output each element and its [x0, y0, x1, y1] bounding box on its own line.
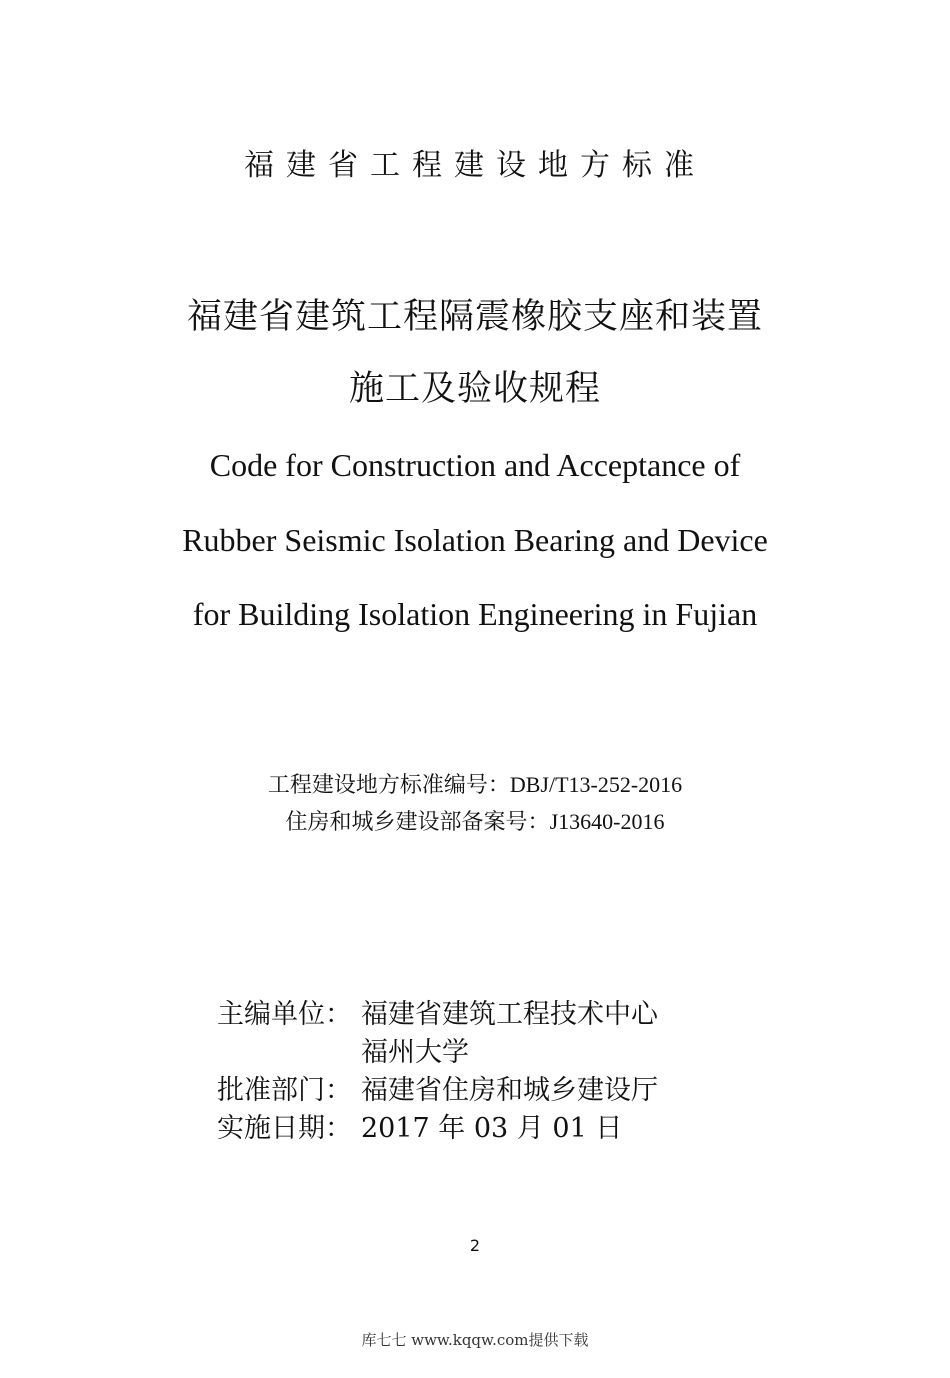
standard-number-value: DBJ/T13-252-2016 — [509, 772, 683, 797]
approver-value: 福建省住房和城乡建设厅 — [361, 1075, 658, 1106]
approver-row — [217, 1071, 658, 1111]
chinese-title-line-1: 福建省建筑工程隔震橡胶支座和装置 — [186, 297, 763, 337]
chief-editor-row — [217, 995, 658, 1035]
record-number — [0, 806, 950, 839]
chief-editor-value-1: 福建省建筑工程技术中心 — [361, 999, 658, 1030]
chief-editor-label: 主编单位： — [217, 999, 352, 1030]
record-number-value: J13640-2016 — [549, 809, 665, 834]
effective-date-label: 实施日期： — [217, 1113, 352, 1144]
standard-number — [0, 769, 950, 802]
english-title-line-1: Code for Construction and Acceptance of — [209, 447, 741, 483]
download-watermark: 库七七 www.kqqw.com提供下载 — [361, 1331, 589, 1349]
approver-label: 批准部门： — [217, 1075, 352, 1106]
chinese-title-line-2: 施工及验收规程 — [348, 369, 601, 409]
english-title-line-3: for Building Isolation Engineering in Fujian — [192, 596, 758, 632]
standard-number-label: 工程建设地方标准编号： — [267, 773, 510, 798]
chief-editor-value-2: 福州大学 — [361, 1037, 469, 1068]
english-title-line-2: Rubber Seismic Isolation Bearing and Device — [182, 522, 768, 558]
standard-category: 福建省工程建设地方标准 — [244, 148, 706, 183]
chief-editor-row-2 — [217, 1033, 469, 1073]
record-number-label: 住房和城乡建设部备案号： — [285, 810, 550, 835]
effective-date-row — [217, 1109, 622, 1149]
page-number: 2 — [469, 1236, 481, 1255]
effective-date-value: 2017 年 03 月 01 日 — [361, 1113, 623, 1144]
